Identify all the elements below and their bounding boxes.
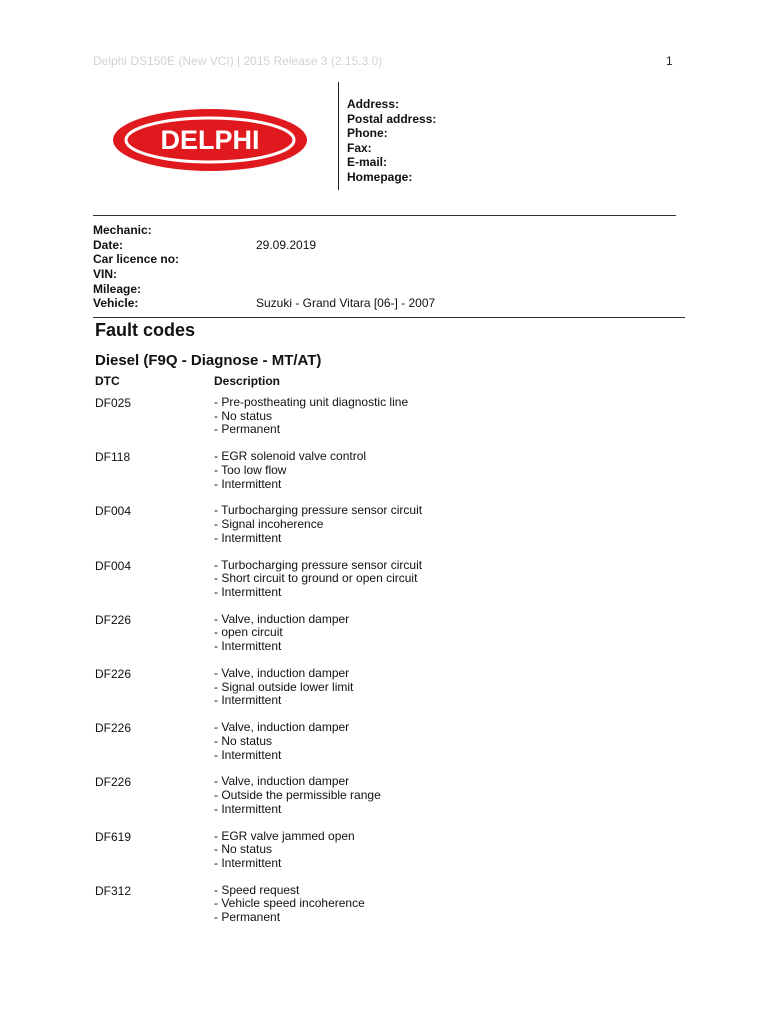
fault-description [214, 396, 408, 437]
fault-description [214, 667, 353, 708]
document-header: Delphi DS150E (New VCI) | 2015 Release 3 (2.15.3.0) [93, 54, 383, 68]
description-line: - Short circuit to ground or open circuit [214, 571, 418, 586]
description-line: - EGR valve jammed open [214, 828, 355, 843]
description-line: - No status [214, 733, 273, 748]
description-line: - Valve, induction damper [214, 665, 350, 680]
dtc-column-header: DTC [95, 374, 120, 388]
description-line: - Turbocharging pressure sensor circuit [214, 557, 423, 572]
address-label: Postal address: [347, 111, 437, 126]
fault-description [214, 721, 349, 762]
description-line: - open circuit [214, 625, 283, 640]
dtc-code: DF226 [95, 775, 132, 790]
dtc-code: DF226 [95, 666, 132, 681]
info-label: Car licence no: [93, 252, 180, 267]
page-number: 1 [666, 54, 673, 68]
description-line: - Signal incoherence [214, 517, 324, 532]
address-label: Phone: [347, 126, 388, 141]
info-label: VIN: [93, 267, 117, 282]
info-row [93, 252, 593, 267]
info-label: Vehicle: [93, 296, 139, 311]
dtc-code: DF619 [95, 829, 132, 844]
description-line: - No status [214, 842, 273, 857]
description-line: - Intermittent [214, 639, 282, 654]
info-row [93, 282, 593, 297]
address-block [347, 97, 436, 185]
dtc-code: DF312 [95, 883, 132, 898]
dtc-code: DF004 [95, 504, 132, 519]
info-label: Mileage: [93, 281, 142, 296]
info-label: Date: [93, 237, 124, 252]
dtc-code: DF226 [95, 721, 132, 736]
ecu-title: Diesel (F9Q - Diagnose - MT/AT) [95, 352, 322, 369]
dtc-code: DF118 [95, 450, 131, 465]
address-label: E-mail: [347, 155, 388, 170]
divider-line [93, 317, 685, 318]
info-value: Suzuki - Grand Vitara [06-] - 2007 [256, 296, 436, 311]
fault-description [214, 775, 381, 816]
divider-line [93, 215, 676, 216]
logo-text: DELPHI [160, 125, 260, 155]
description-line: - Permanent [214, 422, 281, 437]
description-line: - Vehicle speed incoherence [214, 896, 365, 911]
description-line: - No status [214, 408, 273, 423]
description-line: - Turbocharging pressure sensor circuit [214, 503, 423, 518]
description-line: - Permanent [214, 910, 281, 925]
description-line: - Intermittent [214, 693, 282, 708]
fault-description [214, 450, 366, 491]
description-line: - Valve, induction damper [214, 774, 350, 789]
description-column-header: Description [214, 374, 281, 388]
description-line: - Intermittent [214, 530, 282, 545]
address-label: Fax: [347, 140, 372, 155]
info-label: Mechanic: [93, 223, 152, 237]
description-line: - Intermittent [214, 476, 282, 491]
info-row [93, 238, 593, 253]
description-line: - Intermittent [214, 801, 282, 816]
description-line: - EGR solenoid valve control [214, 449, 367, 464]
delphi-logo [112, 108, 308, 172]
description-line: - Too low flow [214, 462, 287, 477]
description-line: - Signal outside lower limit [214, 679, 354, 694]
fault-description [214, 559, 422, 600]
header-divider [338, 82, 339, 190]
description-line: - Speed request [214, 882, 300, 897]
info-row [93, 223, 593, 238]
info-row [93, 296, 593, 311]
fault-description [214, 613, 349, 654]
info-value: 29.09.2019 [256, 237, 317, 252]
address-label: Address: [347, 97, 400, 111]
dtc-code: DF004 [95, 558, 132, 573]
description-line: - Valve, induction damper [214, 611, 350, 626]
description-line: - Intermittent [214, 584, 282, 599]
fault-description [214, 884, 365, 925]
description-line: - Valve, induction damper [214, 720, 350, 735]
description-line: - Pre-postheating unit diagnostic line [214, 395, 409, 409]
dtc-code: DF226 [95, 612, 132, 627]
description-line: - Intermittent [214, 855, 282, 870]
description-line: - Intermittent [214, 747, 282, 762]
address-label: Homepage: [347, 169, 413, 184]
vehicle-info [93, 223, 593, 311]
description-line: - Outside the permissible range [214, 788, 381, 803]
section-title: Fault codes [95, 320, 196, 340]
fault-description [214, 830, 355, 871]
info-row [93, 267, 593, 282]
dtc-code: DF025 [95, 396, 132, 410]
fault-description [214, 504, 422, 545]
